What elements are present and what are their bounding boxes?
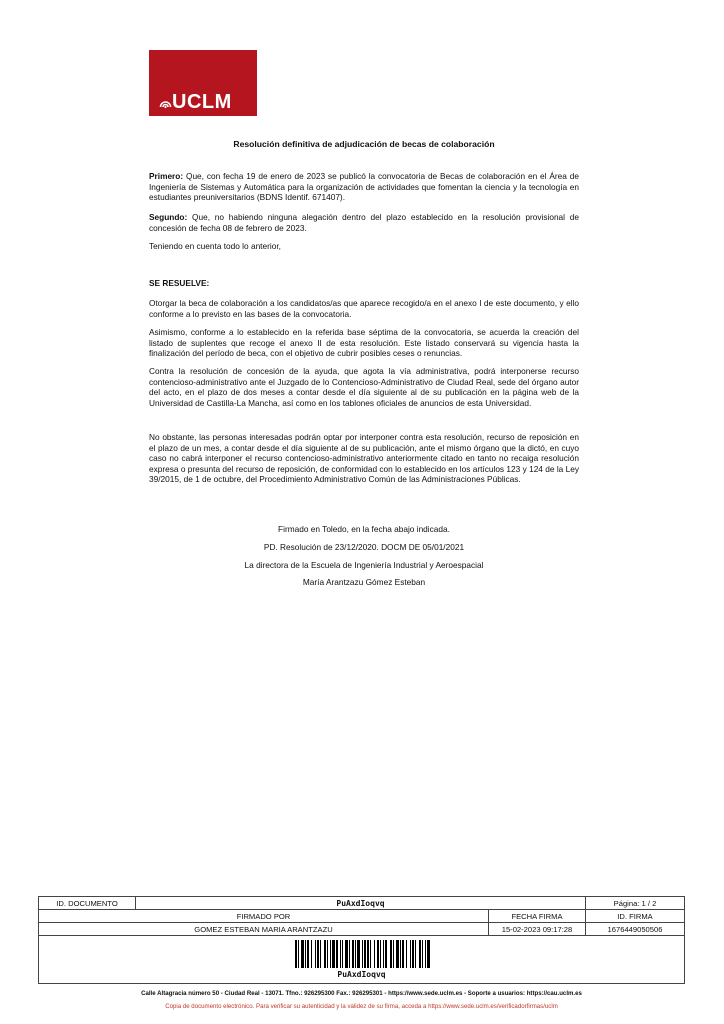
signature-role: La directora de la Escuela de Ingeniería Industrial y Aeroespacial <box>244 560 484 570</box>
barcode-bar <box>393 940 394 968</box>
id-document-label: ID. DOCUMENTO <box>39 897 136 910</box>
copy-notice: Copia de documento electrónico. Para verificar su autenticidad y la validez de su firma, acceda a https://www.sede.uclm.es/verificadorfirmas/uclm <box>165 1003 558 1010</box>
barcode-bar <box>349 940 350 968</box>
barcode-bar <box>422 940 423 968</box>
signature-date: 15-02-2023 09:17:28 <box>489 923 586 936</box>
id-firma-label: ID. FIRMA <box>586 910 685 923</box>
document-title: Resolución definitiva de adjudicación de becas de colaboración <box>233 139 495 149</box>
paragraph-segundo <box>149 212 579 233</box>
signature-delegation: PD. Resolución de 23/12/2020. DOCM DE 05/01/2021 <box>263 542 465 552</box>
barcode-bar <box>425 940 426 968</box>
footer-address: Calle Altagracia número 50 - Ciudad Real - 13071. Tfno.: 926295300 Fax.: 926295301 - https://www.sede.uclm.es - Soporte a usuarios: https://cau.uclm.es <box>141 990 582 997</box>
paragraph-no-obstante: No obstante, las personas interesadas podrán optar por interponer contra esta resolución, recurso de reposición en el plazo de un mes, a contar desde el día siguiente al de su publicación, ante el mismo órgano que la dictó, en cuyo caso no cabrá interponer el recurso contencioso-administrativo anteriormente citado en tanto no recaiga resolución expresa o presunta del recurso de reposición, de conformidad con lo establecido en los artículos 123 y 124 de la Ley 39/2015, de 1 de octubre, del Procedimiento Administrativo Común de las Administraciones Públicas. <box>149 432 579 485</box>
barcode-text: PuAxdIoqvq <box>337 970 386 979</box>
barcode-bar <box>406 940 407 968</box>
fecha-firma-label: FECHA FIRMA <box>489 910 586 923</box>
barcode-bar <box>400 940 401 968</box>
barcode-bar <box>357 940 360 968</box>
barcode-bar <box>390 940 392 968</box>
barcode-bar <box>419 940 421 968</box>
barcode-bar <box>342 940 343 968</box>
id-document-value: PuAxdIoqvq <box>136 897 586 910</box>
barcode-bar <box>383 940 384 968</box>
barcode-bar <box>352 940 354 968</box>
signature-place: Firmado en Toledo, en la fecha abajo indicada. <box>278 524 450 534</box>
barcode-bar <box>317 940 319 968</box>
barcode-bar <box>362 940 363 968</box>
barcode-bar <box>320 940 321 968</box>
barcode-cell <box>39 936 685 984</box>
barcode-bar <box>377 940 379 968</box>
paragraph-asimismo: Asimismo, conforme a lo establecido en la referida base séptima de la convocatoria, se acuerda la creación del listado de suplentes que recoge el anexo II de esta resolución. Este listado conservará su vigencia hasta la finalización del período de beca, con el objetivo de cubrir posibles ceses o renuncias. <box>149 327 579 359</box>
barcode-bar <box>324 940 326 968</box>
barcode-bar <box>396 940 399 968</box>
logo-text: UCLM <box>172 91 232 113</box>
paragraph-primero <box>149 171 579 203</box>
uclm-emblem-icon <box>159 96 172 109</box>
primero-label: Primero: <box>149 171 184 181</box>
segundo-label: Segundo: <box>149 212 188 222</box>
barcode-bar <box>410 940 411 968</box>
barcode-bar <box>427 940 430 968</box>
signature-name: María Arantzazu Gómez Esteban <box>302 577 426 587</box>
primero-text: Que, con fecha 19 de enero de 2023 se publicó la convocatoria de Becas de colaboración en el Área de Ingeniería de Sistemas y Automática para la organización de actividades que fomentan la ciencia y la tecnología en estudiantes preuniversitarios (BDNS Identif. 671407). <box>149 171 579 203</box>
barcode-bar <box>374 940 375 968</box>
barcode-bar <box>311 940 312 968</box>
barcode-bar <box>364 940 366 968</box>
barcode-bar <box>298 940 299 968</box>
barcode-bar <box>301 940 304 968</box>
barcode-bar <box>315 940 316 968</box>
paragraph-teniendo: Teniendo en cuenta todo lo anterior, <box>149 241 281 251</box>
barcode-bar <box>307 940 309 968</box>
paragraph-otorgar: Otorgar la beca de colaboración a los candidatos/as que aparece recogido/a en el anexo I de este documento, y ello conforme a lo previsto en las bases de la convocatoria. <box>149 298 579 319</box>
barcode-bar <box>332 940 335 968</box>
page-indicator: Página: 1 / 2 <box>586 897 685 910</box>
barcode-bar <box>327 940 328 968</box>
barcode-bar <box>330 940 331 968</box>
signature-id: 1676449050506 <box>586 923 685 936</box>
barcode-bar <box>340 940 341 968</box>
verification-table <box>38 896 685 984</box>
barcode-bar <box>355 940 356 968</box>
barcode-bar <box>412 940 414 968</box>
barcode-bar <box>385 940 387 968</box>
se-resuelve-heading: SE RESUELVE: <box>149 278 210 288</box>
barcode-bar <box>336 940 338 968</box>
uclm-logo <box>149 50 257 116</box>
firmado-por-label: FIRMADO POR <box>39 910 489 923</box>
barcode-bar <box>402 940 404 968</box>
barcode-bar <box>415 940 416 968</box>
barcode-bar <box>305 940 306 968</box>
paragraph-contra: Contra la resolución de concesión de la ayuda, que agota la vía administrativa, podrá interponerse recurso contencioso-administrativo ante el Juzgado de lo Contencioso-Administrativo de Ciudad Real, sede del órgano autor del acto, en el plazo de dos meses a contar desde el día siguiente al de su publicación en la página web de la Universidad de Castilla-La Mancha, así como en los tablones oficiales de anuncios de esta Universidad. <box>149 366 579 408</box>
barcode-bar <box>380 940 381 968</box>
barcode <box>295 940 431 968</box>
barcode-bar <box>295 940 297 968</box>
barcode-bar <box>370 940 371 968</box>
barcode-bar <box>345 940 348 968</box>
segundo-text: Que, no habiendo ninguna alegación dentro del plazo establecido en la resolución provisional de concesión de fecha 08 de febrero de 2023. <box>149 212 579 233</box>
signer-name: GOMEZ ESTEBAN MARIA ARANTZAZU <box>39 923 489 936</box>
barcode-bar <box>367 940 369 968</box>
